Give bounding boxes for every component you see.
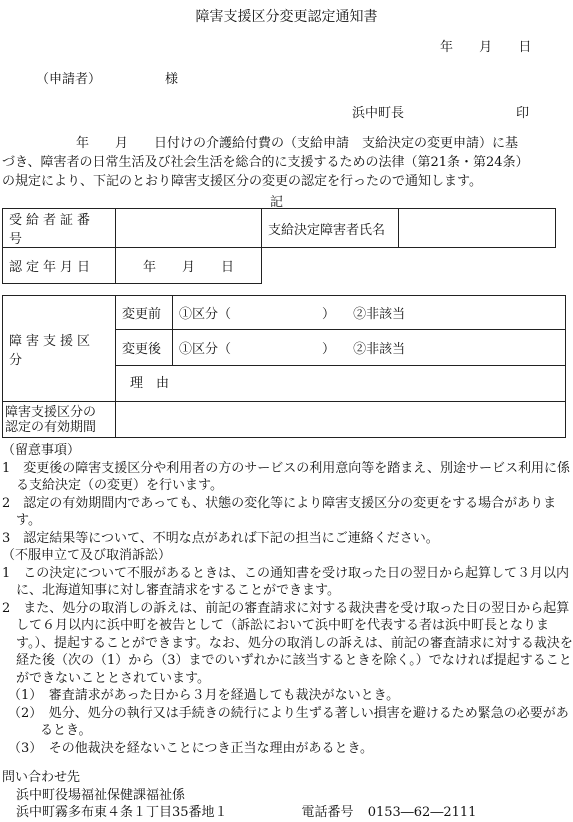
recipient-table bbox=[2, 208, 556, 284]
validity-label-line-2: 認定の有効期間 bbox=[5, 419, 97, 435]
after-option-category[interactable]: ①区分（ ） bbox=[179, 342, 336, 357]
recipient-number-label: 受給者証番号 bbox=[3, 209, 116, 248]
date-year: 年 bbox=[440, 40, 454, 55]
reason-label: 理 由 bbox=[130, 376, 170, 391]
contact-section bbox=[2, 769, 476, 822]
certification-date-field[interactable]: 年 月 日 bbox=[116, 248, 262, 284]
appeal-sub-item: （3） その他裁決を経ないことにつき正当な理由があるとき。 bbox=[8, 740, 373, 756]
applicant-label: （申請者） bbox=[36, 72, 102, 87]
table1-empty bbox=[399, 248, 556, 284]
validity-label-line-1: 障害支援区分の bbox=[5, 404, 97, 420]
before-option-category[interactable]: ①区分（ ） bbox=[179, 307, 336, 322]
notes-section bbox=[2, 442, 573, 757]
contact-label: 問い合わせ先 bbox=[2, 770, 81, 785]
date-month: 月 bbox=[479, 40, 493, 55]
body-line-2: づき、障害者の日常生活及び社会生活を総合的に支援するための法律（第21条・第24条） bbox=[2, 155, 529, 170]
body-line-3: の規定により、下記のとおり障害支援区分の変更の認定を行ったので通知します。 bbox=[2, 174, 482, 189]
document-title: 障害支援区分変更認定通知書 bbox=[195, 9, 378, 25]
seal-mark: 印 bbox=[516, 106, 530, 121]
contact-office: 浜中町役場福祉保健課福祉係 bbox=[16, 787, 186, 803]
appeal-item: 2 また、処分の取消しの訴えは、前記の審査請求に対する裁決書を受け取った日の翌日から起算して６月以内に浜中町を被告として（訴訟において浜中町を代表する者は浜中町長となります。）、提起することができます。なお、処分の取消しの訴えは、前記の審査請求に対する裁決を経た後（次の（1）から（3）までのいずれかに該当するときを除く。）でなければ提起することができないこととされています。 bbox=[2, 600, 573, 686]
notice-body bbox=[2, 134, 573, 191]
disabled-person-name-field[interactable] bbox=[399, 209, 556, 248]
contact-phone-label: 電話番号 bbox=[301, 805, 354, 820]
support-category-table bbox=[2, 295, 566, 438]
applicant-line bbox=[36, 68, 178, 87]
note-item: 2 認定の有効期間内であっても、状態の変化等により障害支援区分の変更をする場合があります。 bbox=[2, 495, 557, 528]
validity-period-label bbox=[3, 402, 116, 438]
body-line-1: 年 月 日付けの介護給付費の（支給申請 支給決定の変更申請）に基 bbox=[76, 136, 519, 151]
recipient-number-field[interactable] bbox=[116, 209, 262, 248]
validity-period-field[interactable] bbox=[116, 402, 566, 438]
applicant-suffix: 様 bbox=[165, 72, 179, 87]
contact-address-line bbox=[2, 804, 476, 822]
table1-empty bbox=[262, 248, 399, 284]
contact-address: 浜中町霧多布東４条１丁目35番地１ bbox=[16, 805, 228, 820]
certification-date-label: 認定年月日 bbox=[3, 248, 116, 284]
support-category-label: 障害支援区分 bbox=[3, 296, 116, 402]
issuer-line bbox=[352, 102, 529, 121]
appeal-sub-item: （1） 審査請求があった日から３月を経過しても裁決がないとき。 bbox=[8, 688, 400, 703]
after-change-label: 変更後 bbox=[116, 330, 173, 366]
note-item: 1 変更後の障害支援区分や利用者の方のサービスの利用意向等を踏まえ、別途サービス利用に係る支給決定（の変更）を行います。 bbox=[2, 460, 571, 493]
appeal-sub-item: （2） 処分、処分の執行又は手続きの続行により生ずる著しい損害を避けるため緊急の必要があるとき。 bbox=[8, 705, 569, 738]
disabled-person-name-label: 支給決定障害者氏名 bbox=[262, 209, 399, 248]
after-change-options bbox=[173, 330, 566, 366]
before-change-label: 変更前 bbox=[116, 296, 173, 330]
issue-date bbox=[440, 36, 553, 55]
reason-cell[interactable] bbox=[116, 366, 566, 402]
notes-header: （留意事項） bbox=[2, 443, 81, 458]
appeal-header: （不服申立て及び取消訴訟） bbox=[2, 548, 172, 563]
date-day: 日 bbox=[518, 40, 532, 55]
issuer-name: 浜中町長 bbox=[352, 106, 405, 121]
appeal-item: 1 この決定について不服があるときは、この通知書を受け取った日の翌日から起算して３月以内に、北海道知事に対し審査請求をすることができます。 bbox=[2, 565, 570, 598]
before-change-options bbox=[173, 296, 566, 330]
contact-phone: 0153―62―2111 bbox=[367, 805, 477, 820]
note-item: 3 認定結果等について、不明な点があれば下記の担当にご連絡ください。 bbox=[2, 530, 439, 546]
before-option-not-applicable[interactable]: ②非該当 bbox=[353, 307, 406, 322]
ki-heading: 記 bbox=[270, 195, 284, 210]
after-option-not-applicable[interactable]: ②非該当 bbox=[353, 342, 406, 357]
